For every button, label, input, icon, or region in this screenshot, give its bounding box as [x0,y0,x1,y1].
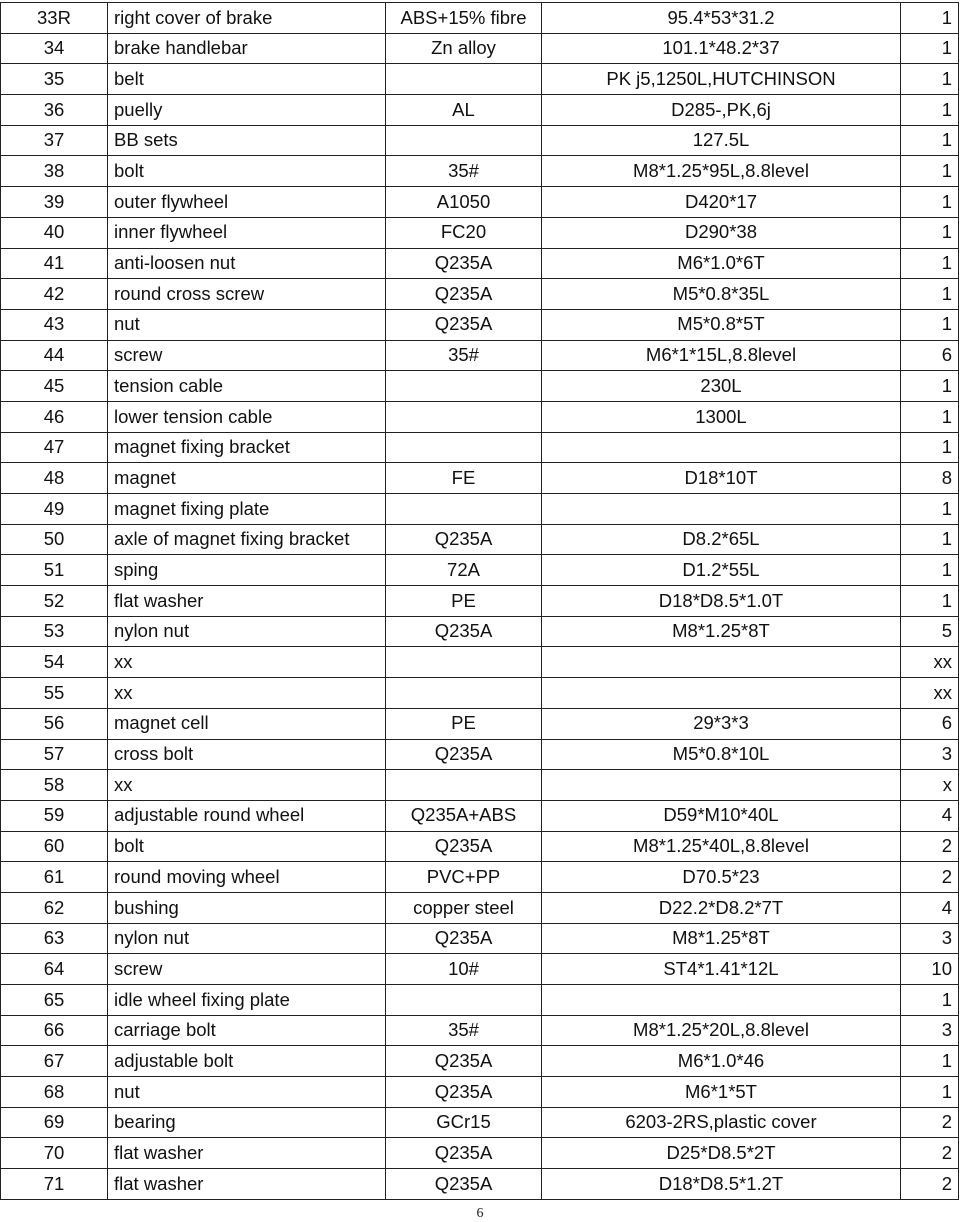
specification-cell: D59*M10*40L [542,800,901,831]
part-number-cell: 71 [1,1169,108,1200]
part-number-cell: 44 [1,340,108,371]
material-cell: 35# [386,1015,542,1046]
parts-list-table [0,2,959,1200]
part-name-cell: adjustable round wheel [108,800,386,831]
material-cell: Q235A+ABS [386,800,542,831]
part-number-cell: 65 [1,985,108,1016]
quantity-cell: 8 [901,463,959,494]
part-name-cell: nylon nut [108,923,386,954]
part-name-cell: round moving wheel [108,862,386,893]
page-number: 6 [476,1206,484,1221]
part-number-cell: 68 [1,1077,108,1108]
quantity-cell: 1 [901,248,959,279]
table-row [1,248,959,279]
material-cell: Q235A [386,1169,542,1200]
quantity-cell: 1 [901,125,959,156]
specification-cell: D25*D8.5*2T [542,1138,901,1169]
quantity-cell: x [901,770,959,801]
table-row [1,3,959,34]
material-cell [386,401,542,432]
material-cell: AL [386,95,542,126]
part-number-cell: 35 [1,64,108,95]
quantity-cell: 2 [901,1138,959,1169]
table-row [1,309,959,340]
material-cell: 72A [386,555,542,586]
table-row [1,524,959,555]
part-number-cell: 41 [1,248,108,279]
material-cell [386,985,542,1016]
table-row [1,985,959,1016]
specification-cell [542,985,901,1016]
quantity-cell: 3 [901,923,959,954]
specification-cell: 6203-2RS,plastic cover [542,1107,901,1138]
specification-cell: 101.1*48.2*37 [542,33,901,64]
table-row [1,33,959,64]
table-row [1,800,959,831]
part-number-cell: 43 [1,309,108,340]
specification-cell: M8*1.25*40L,8.8level [542,831,901,862]
part-name-cell: puelly [108,95,386,126]
specification-cell: M8*1.25*8T [542,616,901,647]
quantity-cell: 1 [901,1046,959,1077]
part-name-cell: bolt [108,831,386,862]
material-cell: Q235A [386,1046,542,1077]
quantity-cell: 1 [901,432,959,463]
quantity-cell: xx [901,647,959,678]
material-cell [386,647,542,678]
table-row [1,217,959,248]
part-name-cell: xx [108,647,386,678]
quantity-cell: 6 [901,340,959,371]
specification-cell: D290*38 [542,217,901,248]
part-number-cell: 58 [1,770,108,801]
part-number-cell: 46 [1,401,108,432]
quantity-cell: 3 [901,739,959,770]
specification-cell: D420*17 [542,187,901,218]
table-row [1,770,959,801]
part-name-cell: BB sets [108,125,386,156]
part-name-cell: tension cable [108,371,386,402]
material-cell: PE [386,708,542,739]
specification-cell [542,647,901,678]
part-name-cell: nut [108,309,386,340]
part-name-cell: adjustable bolt [108,1046,386,1077]
specification-cell: D22.2*D8.2*7T [542,892,901,923]
specification-cell [542,678,901,709]
part-number-cell: 45 [1,371,108,402]
table-row [1,494,959,525]
quantity-cell: 1 [901,156,959,187]
specification-cell: D18*10T [542,463,901,494]
table-row [1,340,959,371]
specification-cell: 127.5L [542,125,901,156]
table-row [1,892,959,923]
quantity-cell: 1 [901,1077,959,1108]
part-number-cell: 52 [1,586,108,617]
specification-cell: D1.2*55L [542,555,901,586]
part-name-cell: magnet cell [108,708,386,739]
quantity-cell: 1 [901,3,959,34]
part-number-cell: 66 [1,1015,108,1046]
material-cell [386,125,542,156]
part-name-cell: axle of magnet fixing bracket [108,524,386,555]
quantity-cell: 1 [901,279,959,310]
material-cell: PVC+PP [386,862,542,893]
specification-cell: ST4*1.41*12L [542,954,901,985]
table-row [1,1138,959,1169]
quantity-cell: 1 [901,217,959,248]
part-number-cell: 54 [1,647,108,678]
specification-cell: M8*1.25*20L,8.8level [542,1015,901,1046]
specification-cell: M5*0.8*5T [542,309,901,340]
part-name-cell: magnet [108,463,386,494]
part-name-cell: xx [108,770,386,801]
quantity-cell: 4 [901,892,959,923]
quantity-cell: xx [901,678,959,709]
table-row [1,739,959,770]
material-cell: Q235A [386,831,542,862]
part-name-cell: bushing [108,892,386,923]
quantity-cell: 5 [901,616,959,647]
table-row [1,371,959,402]
quantity-cell: 2 [901,862,959,893]
quantity-cell: 1 [901,494,959,525]
table-row [1,678,959,709]
specification-cell: D18*D8.5*1.0T [542,586,901,617]
part-number-cell: 64 [1,954,108,985]
part-number-cell: 63 [1,923,108,954]
part-name-cell: right cover of brake [108,3,386,34]
part-name-cell: idle wheel fixing plate [108,985,386,1016]
part-name-cell: outer flywheel [108,187,386,218]
material-cell: Q235A [386,1077,542,1108]
material-cell [386,64,542,95]
material-cell: Zn alloy [386,33,542,64]
material-cell: 35# [386,156,542,187]
table-row [1,156,959,187]
specification-cell: M5*0.8*10L [542,739,901,770]
part-name-cell: round cross screw [108,279,386,310]
material-cell: Q235A [386,279,542,310]
specification-cell: D8.2*65L [542,524,901,555]
table-row [1,708,959,739]
material-cell: 35# [386,340,542,371]
table-row [1,923,959,954]
parts-list-body [1,3,959,1200]
specification-cell [542,494,901,525]
table-row [1,64,959,95]
specification-cell: M6*1.0*46 [542,1046,901,1077]
quantity-cell: 1 [901,187,959,218]
part-number-cell: 42 [1,279,108,310]
table-row [1,862,959,893]
part-number-cell: 33R [1,3,108,34]
table-row [1,831,959,862]
part-name-cell: flat washer [108,1169,386,1200]
quantity-cell: 1 [901,33,959,64]
part-name-cell: nylon nut [108,616,386,647]
part-name-cell: anti-loosen nut [108,248,386,279]
material-cell: FE [386,463,542,494]
specification-cell: D18*D8.5*1.2T [542,1169,901,1200]
specification-cell: M8*1.25*8T [542,923,901,954]
table-row [1,463,959,494]
part-number-cell: 67 [1,1046,108,1077]
part-name-cell: xx [108,678,386,709]
material-cell [386,494,542,525]
material-cell: Q235A [386,1138,542,1169]
part-number-cell: 61 [1,862,108,893]
part-name-cell: flat washer [108,586,386,617]
part-name-cell: magnet fixing plate [108,494,386,525]
material-cell: Q235A [386,923,542,954]
part-number-cell: 40 [1,217,108,248]
table-row [1,954,959,985]
specification-cell: D70.5*23 [542,862,901,893]
part-number-cell: 55 [1,678,108,709]
part-name-cell: bearing [108,1107,386,1138]
part-name-cell: carriage bolt [108,1015,386,1046]
specification-cell: D285-,PK,6j [542,95,901,126]
specification-cell: M6*1*5T [542,1077,901,1108]
quantity-cell: 1 [901,401,959,432]
table-row [1,1077,959,1108]
part-number-cell: 62 [1,892,108,923]
material-cell: ABS+15% fibre [386,3,542,34]
part-number-cell: 57 [1,739,108,770]
quantity-cell: 2 [901,1169,959,1200]
material-cell: copper steel [386,892,542,923]
quantity-cell: 1 [901,985,959,1016]
material-cell: PE [386,586,542,617]
material-cell [386,371,542,402]
part-number-cell: 34 [1,33,108,64]
table-row [1,95,959,126]
table-row [1,1169,959,1200]
table-row [1,401,959,432]
table-row [1,187,959,218]
part-number-cell: 59 [1,800,108,831]
specification-cell: PK j5,1250L,HUTCHINSON [542,64,901,95]
part-number-cell: 53 [1,616,108,647]
part-number-cell: 70 [1,1138,108,1169]
table-row [1,647,959,678]
part-number-cell: 60 [1,831,108,862]
material-cell: 10# [386,954,542,985]
part-number-cell: 56 [1,708,108,739]
quantity-cell: 1 [901,555,959,586]
part-name-cell: flat washer [108,1138,386,1169]
specification-cell: M8*1.25*95L,8.8level [542,156,901,187]
specification-cell [542,770,901,801]
part-number-cell: 69 [1,1107,108,1138]
part-number-cell: 38 [1,156,108,187]
table-row [1,1107,959,1138]
quantity-cell: 2 [901,831,959,862]
quantity-cell: 1 [901,586,959,617]
part-name-cell: magnet fixing bracket [108,432,386,463]
material-cell: Q235A [386,248,542,279]
table-row [1,1015,959,1046]
part-name-cell: belt [108,64,386,95]
part-name-cell: cross bolt [108,739,386,770]
quantity-cell: 1 [901,524,959,555]
table-row [1,586,959,617]
table-row [1,555,959,586]
part-name-cell: inner flywheel [108,217,386,248]
part-number-cell: 37 [1,125,108,156]
material-cell: Q235A [386,309,542,340]
specification-cell: 230L [542,371,901,402]
quantity-cell: 6 [901,708,959,739]
quantity-cell: 3 [901,1015,959,1046]
specification-cell [542,432,901,463]
part-number-cell: 50 [1,524,108,555]
part-number-cell: 39 [1,187,108,218]
material-cell: GCr15 [386,1107,542,1138]
part-number-cell: 36 [1,95,108,126]
specification-cell: M6*1.0*6T [542,248,901,279]
table-row [1,432,959,463]
part-number-cell: 51 [1,555,108,586]
material-cell: Q235A [386,616,542,647]
table-row [1,616,959,647]
part-number-cell: 47 [1,432,108,463]
specification-cell: M5*0.8*35L [542,279,901,310]
part-name-cell: lower tension cable [108,401,386,432]
quantity-cell: 2 [901,1107,959,1138]
quantity-cell: 1 [901,95,959,126]
material-cell [386,432,542,463]
part-name-cell: bolt [108,156,386,187]
material-cell: Q235A [386,739,542,770]
quantity-cell: 1 [901,309,959,340]
specification-cell: 29*3*3 [542,708,901,739]
material-cell: Q235A [386,524,542,555]
part-name-cell: brake handlebar [108,33,386,64]
table-row [1,279,959,310]
part-number-cell: 49 [1,494,108,525]
material-cell [386,678,542,709]
table-row [1,125,959,156]
material-cell: A1050 [386,187,542,218]
quantity-cell: 1 [901,64,959,95]
quantity-cell: 1 [901,371,959,402]
specification-cell: M6*1*15L,8.8level [542,340,901,371]
part-name-cell: screw [108,954,386,985]
table-row [1,1046,959,1077]
part-name-cell: sping [108,555,386,586]
quantity-cell: 4 [901,800,959,831]
part-name-cell: nut [108,1077,386,1108]
part-name-cell: screw [108,340,386,371]
specification-cell: 1300L [542,401,901,432]
part-number-cell: 48 [1,463,108,494]
material-cell: FC20 [386,217,542,248]
material-cell [386,770,542,801]
quantity-cell: 10 [901,954,959,985]
specification-cell: 95.4*53*31.2 [542,3,901,34]
